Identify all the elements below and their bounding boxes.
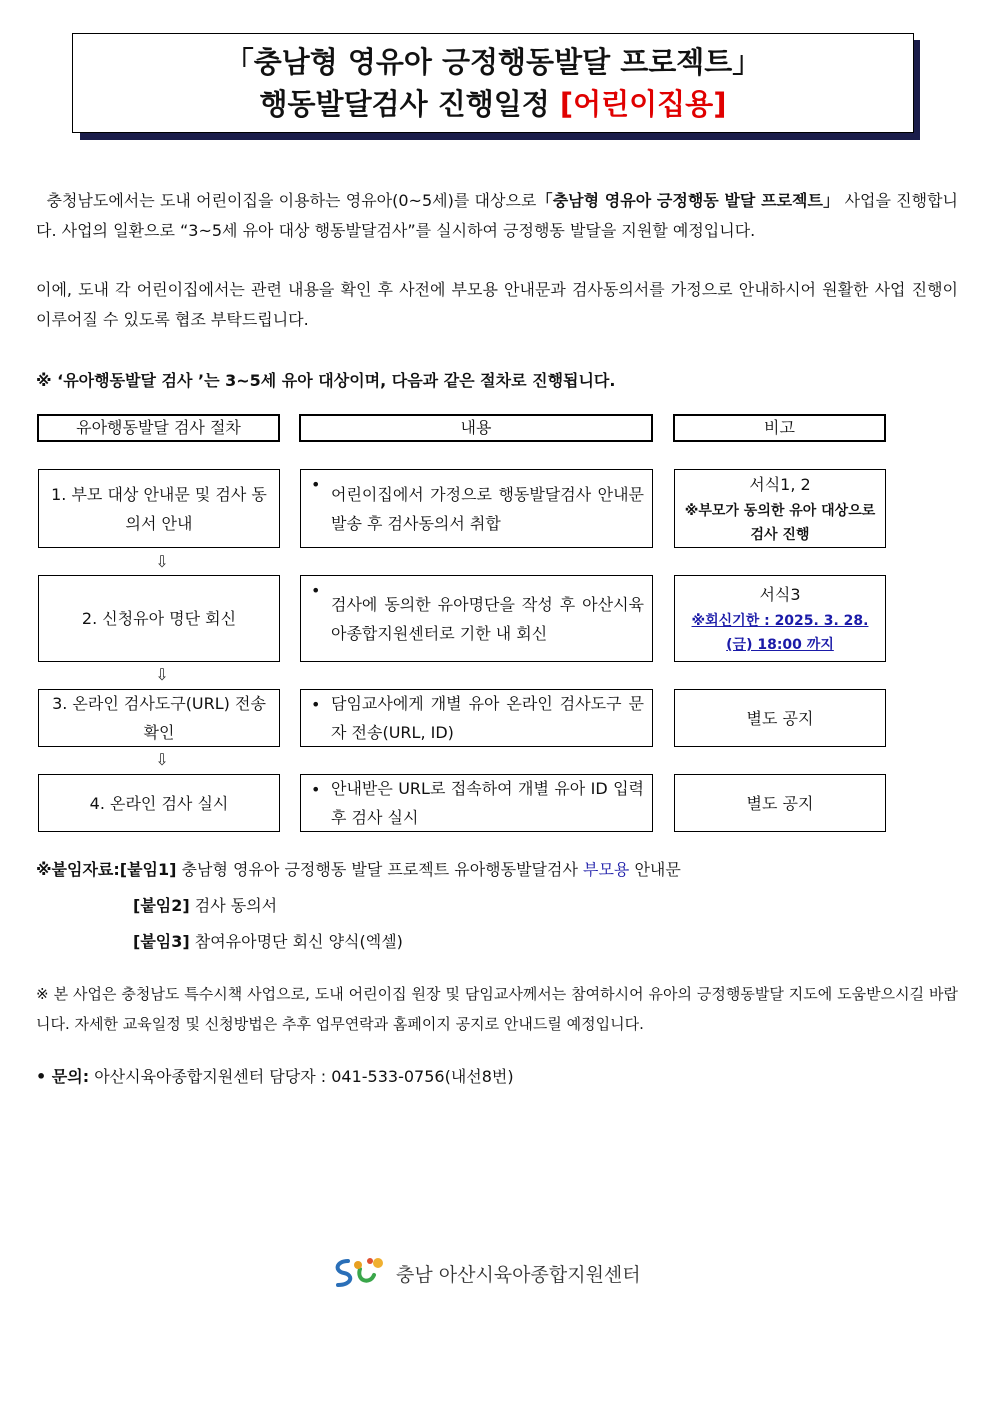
intro-paragraph-2: 이에, 도내 각 어린이집에서는 관련 내용을 확인 후 사전에 부모용 안내문과 검사동의서를 가정으로 안내하시어 원활한 사업 진행이 이루어질 수 있도록 협조 부탁드립니다. <box>36 280 958 329</box>
org-logo-icon <box>330 1255 388 1291</box>
intro-paragraph-1 <box>36 186 958 245</box>
attachment-2 <box>36 888 681 924</box>
intro-text-a: 충청남도에서는 도내 어린이집을 이용하는 영유아(0~5세)를 대상으로 <box>46 191 537 210</box>
attachment-3 <box>36 924 681 960</box>
org-name: 충남 아산시육아종합지원센터 <box>396 1263 641 1286</box>
note-main-4: 별도 공지 <box>746 793 814 813</box>
bullet-icon: • <box>311 475 321 494</box>
note-cell-4 <box>674 774 886 832</box>
step-cell-4: 4. 온라인 검사 실시 <box>38 774 280 832</box>
content-cell-3 <box>300 689 653 747</box>
step-cell-2: 2. 신청유아 명단 회신 <box>38 575 280 662</box>
note-main-3: 별도 공지 <box>746 708 814 728</box>
contact-line <box>36 1064 514 1087</box>
bullet-icon: • <box>311 581 321 600</box>
attachment-1-highlight: 부모용 <box>583 860 630 879</box>
note-main-2: 서식3 <box>759 585 801 604</box>
note-cell-3 <box>674 689 886 747</box>
note-cell-2 <box>674 575 886 662</box>
header-content: 내용 <box>299 414 653 442</box>
bullet-icon: • <box>311 695 321 714</box>
title-highlight: [어린이집용] <box>559 87 727 121</box>
content-text-4: 안내받은 URL로 접속하여 개별 유아 ID 입력 후 검사 실시 <box>331 779 644 827</box>
attachment-1-suffix: 안내문 <box>629 860 681 879</box>
contact-label: • 문의: <box>36 1067 90 1086</box>
step-cell-1: 1. 부모 대상 안내문 및 검사 동의서 안내 <box>38 469 280 548</box>
intro-project-name: 「충남형 영유아 긍정행동 발달 프로젝트」 <box>536 191 840 210</box>
header-step: 유아행동발달 검사 절차 <box>37 414 280 442</box>
attachment-3-tag: [붙임3] <box>133 932 190 951</box>
down-arrow-icon: ⇩ <box>155 552 169 571</box>
content-cell-4 <box>300 774 653 832</box>
step-cell-3: 3. 온라인 검사도구(URL) 전송 확인 <box>38 689 280 747</box>
title-box <box>72 33 914 133</box>
header-note: 비고 <box>673 414 886 442</box>
note-deadline: ※회신기한 : 2025. 3. 28.(금) 18:00 까지 <box>691 613 869 653</box>
down-arrow-icon: ⇩ <box>155 750 169 769</box>
content-text-3: 담임교사에게 개별 유아 온라인 검사도구 문자 전송(URL, ID) <box>331 694 644 742</box>
attachment-1-text: 충남형 영유아 긍정행동 발달 프로젝트 유아행동발달검사 <box>176 860 583 879</box>
content-cell-2 <box>300 575 653 662</box>
down-arrow-icon: ⇩ <box>155 665 169 684</box>
footer-note: ※ 본 사업은 충청남도 특수시책 사업으로, 도내 어린이집 원장 및 담임교사께서는 참여하시어 유아의 긍정행동발달 지도에 도움받으시길 바랍니다. 자세한 교육일정 및 신청방법은 추후 업무연락과 홈페이지 공지로 안내드릴 예정입니다. <box>36 985 958 1033</box>
title-line-2 <box>73 83 913 125</box>
content-cell-1 <box>300 469 653 548</box>
content-text-2: 검사에 동의한 유아명단을 작성 후 아산시육아종합지원센터로 기한 내 회신 <box>331 594 644 643</box>
contact-text: 아산시육아종합지원센터 담당자 : 041-533-0756(내선8번) <box>89 1067 514 1086</box>
note-sub-1: ※부모가 동의한 유아 대상으로 검사 진행 <box>684 503 876 543</box>
title-line-1: 「충남형 영유아 긍정행동발달 프로젝트」 <box>224 45 762 79</box>
bullet-icon: • <box>311 780 321 799</box>
content-text-1: 어린이집에서 가정으로 행동발달검사 안내문 발송 후 검사동의서 취합 <box>331 484 644 533</box>
attachment-1 <box>36 852 681 888</box>
procedure-note: ※ ‘유아행동발달 검사 ’는 3~5세 유아 대상이며, 다음과 같은 절차로 진행됩니다. <box>36 371 616 390</box>
note-main-1: 서식1, 2 <box>749 475 811 494</box>
attachment-2-tag: [붙임2] <box>133 896 190 915</box>
attachment-1-tag: [붙임1] <box>119 860 177 879</box>
intro-text-b: 사업을 진행합니다. 사업의 일환으로 “3~5세 유아 대상 행동발달검사”를 실시하여 긍정행동 발달을 지원할 예정입니다. <box>36 191 959 240</box>
note-cell-1 <box>674 469 886 548</box>
attachments <box>36 852 681 960</box>
org-footer <box>330 1255 641 1291</box>
title-line-2-main: 행동발달검사 진행일정 <box>259 87 560 121</box>
attachments-label: ※붙임자료: <box>36 860 120 879</box>
attachment-3-text: 참여유아명단 회신 양식(엑셀) <box>189 932 403 951</box>
attachment-2-text: 검사 동의서 <box>189 896 278 915</box>
